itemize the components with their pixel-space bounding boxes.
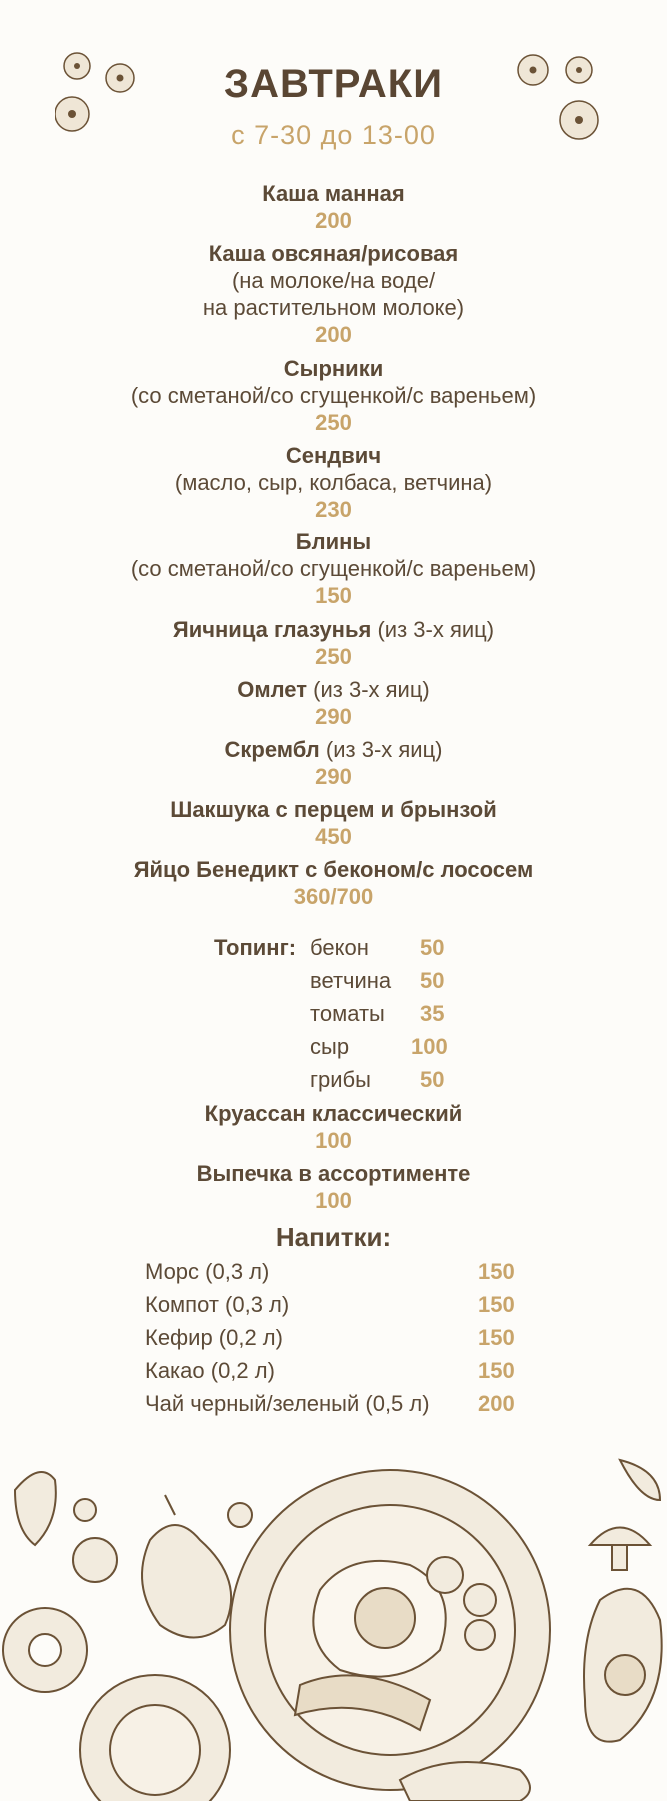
topping-name: ветчина [310, 968, 392, 993]
item-description: (на молоке/на воде/ [231, 268, 436, 293]
menu-item [0, 240, 667, 348]
item-price: 250 [315, 644, 352, 669]
item-description: (со сметаной/со сгущенкой/с вареньем) [130, 556, 537, 581]
item-name: Сендвич [285, 443, 382, 468]
topping-price: 50 [420, 1067, 445, 1092]
topping-name: грибы [310, 1067, 371, 1092]
drink-name: Кефир (0,2 л) [145, 1325, 283, 1350]
menu-item [0, 736, 667, 790]
drink-price: 150 [478, 1325, 515, 1350]
item-price: 100 [315, 1128, 352, 1153]
menu-item [0, 1100, 667, 1154]
item-name: Выпечка в ассортименте [196, 1161, 471, 1186]
item-price: 360/700 [293, 884, 374, 909]
item-price: 230 [315, 497, 352, 522]
topping-label: Топинг: [214, 935, 297, 960]
drinks-title: Напитки: [275, 1222, 392, 1252]
menu-item [0, 1160, 667, 1214]
menu-item [0, 355, 667, 436]
drink-name: Чай черный/зеленый (0,5 л) [145, 1391, 430, 1416]
item-price: 290 [315, 704, 352, 729]
menu-title: ЗАВТРАКИ [224, 62, 443, 106]
item-name: Круассан классический [204, 1101, 463, 1126]
item-name: Яйцо Бенедикт с беконом/с лососем [133, 857, 534, 882]
item-name: Блины [295, 529, 372, 554]
menu-item [0, 528, 667, 609]
topping-price: 50 [420, 968, 445, 993]
topping-price: 50 [420, 935, 445, 960]
item-note: (из 3-х яиц) [307, 677, 430, 702]
item-name: Каша манная [262, 181, 405, 206]
item-price: 200 [315, 322, 352, 347]
drink-name: Морс (0,3 л) [145, 1259, 270, 1284]
drink-name: Компот (0,3 л) [145, 1292, 290, 1317]
item-name: Сырники [283, 356, 384, 381]
topping-price: 35 [420, 1001, 445, 1026]
item-description: на растительном молоке) [202, 295, 465, 320]
item-price: 290 [315, 764, 352, 789]
drink-price: 200 [478, 1391, 515, 1416]
menu-item [0, 856, 667, 910]
topping-name: сыр [310, 1034, 350, 1059]
topping-name: бекон [310, 935, 369, 960]
breakfast-food-illustration [0, 1450, 667, 1801]
topping-price: 100 [411, 1034, 448, 1059]
drink-price: 150 [478, 1358, 515, 1383]
drink-name: Какао (0,2 л) [145, 1358, 275, 1383]
menu-item [0, 442, 667, 523]
item-name: Яичница глазунья [172, 617, 372, 642]
item-name: Каша овсяная/рисовая [208, 241, 459, 266]
item-description: (масло, сыр, колбаса, ветчина) [174, 470, 493, 495]
item-note: (из 3-х яиц) [319, 737, 443, 762]
serving-hours: с 7-30 до 13-00 [231, 120, 436, 150]
menu-item [0, 796, 667, 850]
drink-price: 150 [478, 1259, 515, 1284]
item-price: 200 [315, 208, 352, 233]
item-name: Шакшука с перцем и брынзой [170, 797, 497, 822]
item-note: (из 3-х яиц) [371, 617, 495, 642]
menu-item [0, 676, 667, 730]
item-name: Скрембл [224, 737, 320, 762]
drink-price: 150 [478, 1292, 515, 1317]
menu-item [0, 180, 667, 234]
topping-name: томаты [310, 1001, 385, 1026]
item-description: (со сметаной/со сгущенкой/с вареньем) [130, 383, 537, 408]
menu-item [0, 616, 667, 670]
item-price: 150 [315, 583, 352, 608]
item-name: Омлет [237, 677, 308, 702]
item-price: 450 [315, 824, 352, 849]
item-price: 250 [315, 410, 352, 435]
item-price: 100 [315, 1188, 352, 1213]
